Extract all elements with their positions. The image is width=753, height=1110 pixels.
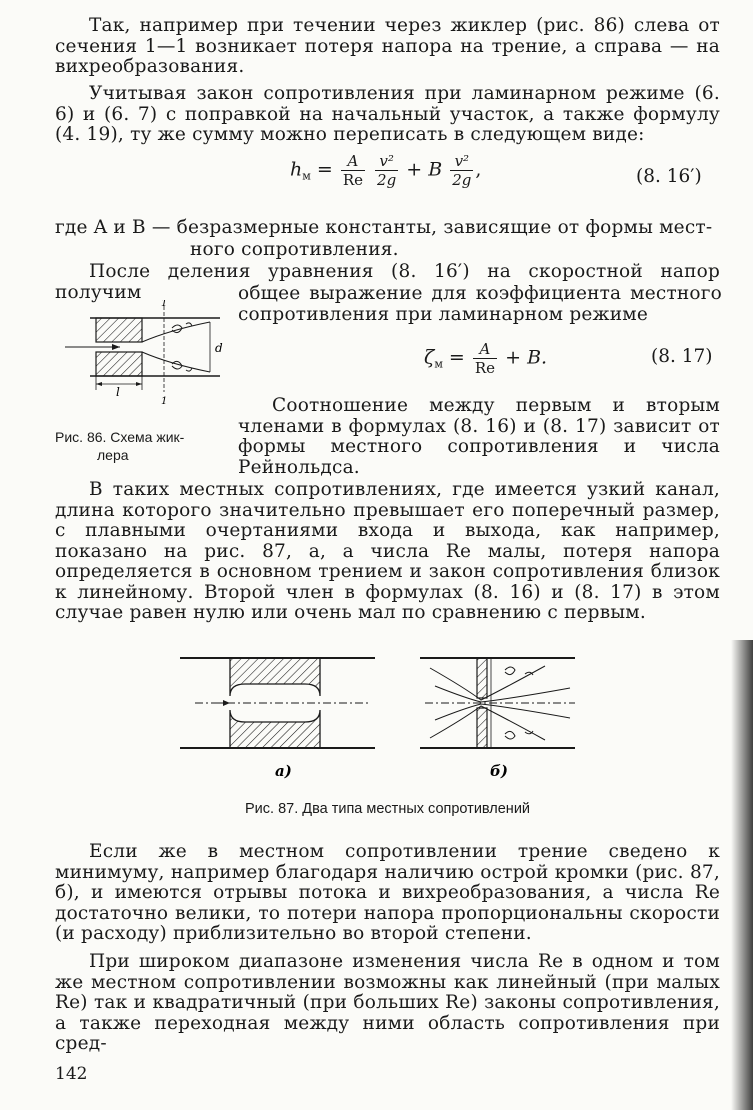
fig87-caption: Рис. 87. Два типа местных сопротивлений bbox=[245, 801, 531, 817]
fig86-caption-line1: Рис. 86. Схема жик- bbox=[55, 429, 185, 445]
fig86-label-1-bottom: 1 bbox=[161, 396, 168, 407]
paragraph-4b: общее выражение для коэффициента местного сопротивления при ламинарном режиме bbox=[238, 283, 722, 325]
fig86-label-l: l bbox=[116, 385, 120, 399]
fig86-jet-diagram bbox=[60, 300, 230, 410]
page-number: 142 bbox=[55, 1064, 88, 1084]
fig87-label-a: а) bbox=[275, 762, 292, 780]
paragraph-3b: ного сопротивления. bbox=[190, 239, 399, 260]
equation-number-8-17: (8. 17) bbox=[651, 346, 713, 367]
formula-8-16: $h_м$ = $\frac{A}{Re}$ $\frac{\text{v²}}{2g}$ + B $\frac{\text{v²}}{2g}$ , bbox=[290, 152, 482, 189]
formula-eq: = bbox=[316, 158, 333, 181]
fig86-label-d: d bbox=[215, 341, 223, 355]
fraction-v2-2g-second: $\frac{\text{v²}}{2g}$ bbox=[452, 152, 472, 189]
paragraph-2: Учитывая закон сопротивления при ламинарном режиме (6. 6) и (6. 7) с поправкой на начальный участок, а также формулу (4. 19), ту же сумму можно переписать в следующем виде: bbox=[55, 83, 720, 145]
fig86-label-1-top: 1 bbox=[161, 300, 168, 309]
fraction-v2-2g: $\frac{\text{v²}}{2g}$ bbox=[377, 152, 397, 189]
fig86-caption-line2: лера bbox=[97, 447, 129, 463]
paragraph-1: Так, например при течении через жиклер (рис. 86) слева от сечения 1—1 возникает потеря напора на трение, а справа — на вихреобразования. bbox=[55, 15, 720, 77]
formula-b: B bbox=[428, 158, 443, 181]
fraction-a-re: $\frac{A}{Re}$ bbox=[342, 152, 363, 189]
paragraph-3a: где A и B — безразмерные константы, зависящие от формы мест- bbox=[55, 217, 713, 238]
scan-shadow-edge bbox=[731, 640, 753, 1110]
paragraph-8: При широком диапазоне изменения числа Re в одном и том же местном сопротивлении возможны как линейный (при малых Re) так и квадратичный (при больших Re) законы сопротивления, а также переходная между ними область сопротивления при сред- bbox=[55, 951, 720, 1054]
formula-plus: + bbox=[406, 158, 423, 181]
formula-lhs: h bbox=[290, 158, 303, 181]
paragraph-6: В таких местных сопротивлениях, где имеется узкий канал, длина которого значительно превышает его поперечный размер, с плавными очертаниями входа и выхода, как например, показано на рис. 87, а, а числа Re малы, потеря напора определяется в основном трением и закон сопротивления близок к линейному. Второй член в формулах (8. 16) и (8. 17) в этом случае равен нулю или очень мал по сравнению с первым. bbox=[55, 479, 720, 623]
paragraph-7: Если же в местном сопротивлении трение сведено к минимуму, например благодаря наличию острой кромки (рис. 87, б), и имеются отрывы потока и вихреобразования, а числа Re достаточно велики, то потери напора пропорциональны скорости (и расходу) приблизительно во второй степени. bbox=[55, 841, 720, 944]
fraction-a-re-2: $\frac{A}{Re}$ bbox=[474, 340, 496, 377]
paragraph-4a: После деления уравнения (8. 16′) на скоростной напор получим bbox=[55, 261, 720, 303]
fig87-two-types-diagram bbox=[175, 648, 595, 788]
formula-8-17: $\zeta_м$ = $\frac{A}{Re}$ + B. bbox=[424, 340, 548, 377]
paragraph-5: Соотношение между первым и вторым членами в формулах (8. 16) и (8. 17) зависит от формы местного сопротивления и числа Рейнольдса. bbox=[238, 395, 720, 478]
formula-lhs-sub: м bbox=[302, 169, 311, 183]
formula2-rest: + B. bbox=[505, 346, 548, 369]
equation-number-8-16: (8. 16′) bbox=[636, 166, 702, 187]
fig87-label-b: б) bbox=[490, 762, 508, 780]
